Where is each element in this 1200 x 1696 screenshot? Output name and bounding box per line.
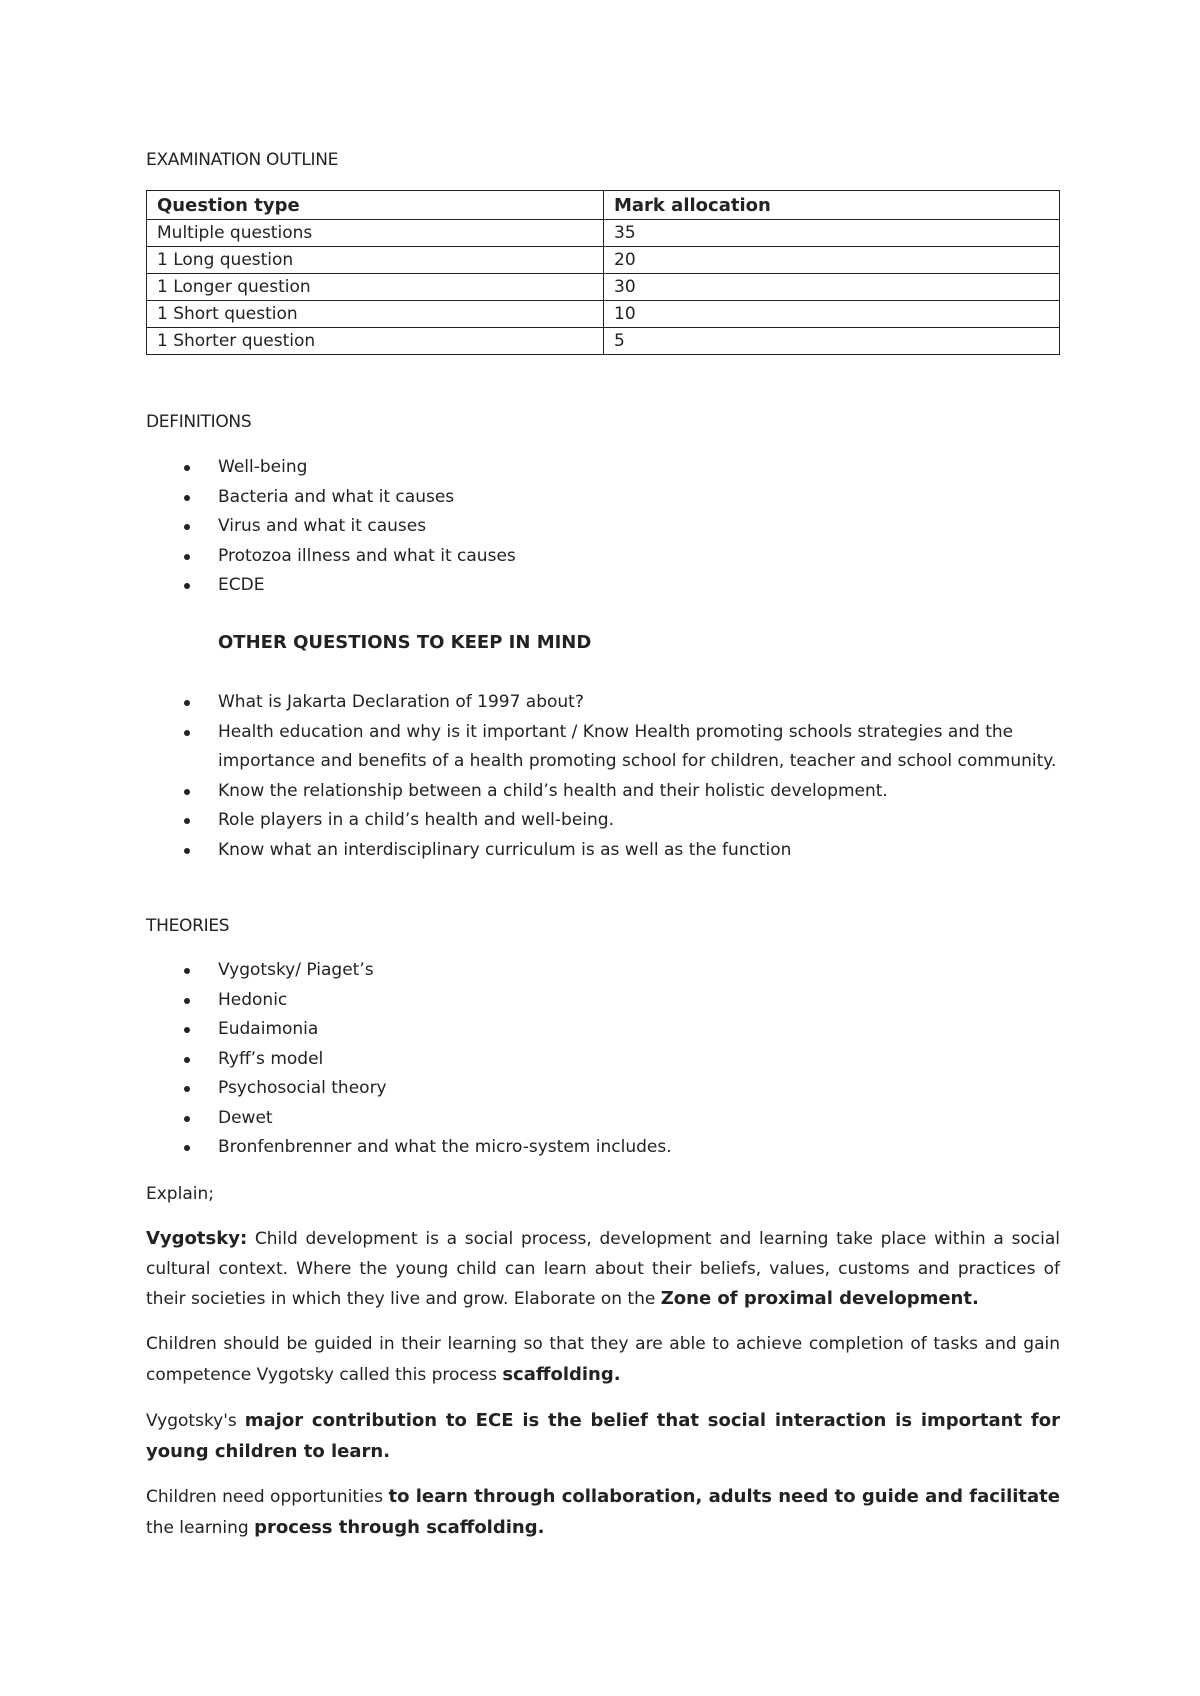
table-cell: 20 <box>604 247 1060 274</box>
table-row <box>147 301 1060 328</box>
definitions-list <box>146 453 1066 601</box>
bullet-icon <box>184 818 190 824</box>
bullet-icon <box>184 524 190 530</box>
list-item: Role players in a child’s health and well-being. <box>146 806 1066 836</box>
collaboration-paragraph: Children need opportunities to learn through collaboration, adults need to guide and facilitate the learning process through scaffolding. <box>146 1486 1060 1538</box>
table-cell: 1 Shorter question <box>147 328 604 355</box>
bullet-icon <box>184 730 190 736</box>
table-header-row <box>147 191 1060 220</box>
table-cell: 1 Longer question <box>147 274 604 301</box>
contribution-emphasis: major contribution to ECE is the belief that social interaction is important for young children to learn. <box>146 1410 1060 1462</box>
bullet-icon <box>184 465 190 471</box>
bullet-icon <box>184 1057 190 1063</box>
list-item: ECDE <box>146 571 1066 601</box>
list-item: What is Jakarta Declaration of 1997 about? <box>146 688 1066 718</box>
bullet-icon <box>184 1027 190 1033</box>
table-cell: 30 <box>604 274 1060 301</box>
vygotsky-term: Vygotsky: <box>146 1228 248 1249</box>
theories-list <box>146 956 1066 1163</box>
list-item: Health education and why is it important / Know Health promoting schools strategies and the importance and benefits of a health promoting school for children, teacher and school community. <box>146 718 1066 777</box>
list-item: Well-being <box>146 453 1066 483</box>
scaffolding-paragraph: Children should be guided in their learning so that they are able to achieve completion of tasks and gain competence Vygotsky called this process scaffolding. <box>146 1334 1060 1385</box>
bullet-icon <box>184 1086 190 1092</box>
process-emphasis: process through scaffolding <box>254 1516 538 1538</box>
bullet-icon <box>184 789 190 795</box>
scaffolding-emphasis: scaffolding <box>502 1363 614 1385</box>
table-cell: 35 <box>604 220 1060 247</box>
table-cell: 1 Short question <box>147 301 604 328</box>
list-item: Hedonic <box>146 986 1066 1016</box>
table-cell: Multiple questions <box>147 220 604 247</box>
table-cell: 5 <box>604 328 1060 355</box>
contribution-paragraph: Vygotsky's major contribution to ECE is the belief that social interaction is important for young children to learn. <box>146 1410 1060 1462</box>
table-header-question-type: Question type <box>147 191 604 220</box>
theories-heading: THEORIES <box>146 916 230 936</box>
table-row <box>147 274 1060 301</box>
exam-outline-heading: EXAMINATION OUTLINE <box>146 150 339 170</box>
collaboration-emphasis: to learn through collaboration, adults need to guide and facilitate <box>388 1486 1060 1507</box>
list-item: Protozoa illness and what it causes <box>146 542 1066 572</box>
bullet-icon <box>184 848 190 854</box>
list-item: Bronfenbrenner and what the micro-system includes. <box>146 1133 1066 1163</box>
table-row <box>147 328 1060 355</box>
definitions-heading: DEFINITIONS <box>146 412 252 432</box>
list-item: Bacteria and what it causes <box>146 483 1066 513</box>
zpd-emphasis: Zone of proximal development <box>660 1288 972 1309</box>
list-item: Eudaimonia <box>146 1015 1066 1045</box>
other-questions-heading: OTHER QUESTIONS TO KEEP IN MIND <box>218 632 592 653</box>
table-header-mark-allocation: Mark allocation <box>604 191 1060 220</box>
bullet-icon <box>184 1116 190 1122</box>
list-item: Virus and what it causes <box>146 512 1066 542</box>
table-row <box>147 247 1060 274</box>
table-cell: 10 <box>604 301 1060 328</box>
bullet-icon <box>184 998 190 1004</box>
list-item: Know the relationship between a child’s health and their holistic development. <box>146 777 1066 807</box>
bullet-icon <box>184 554 190 560</box>
list-item: Psychosocial theory <box>146 1074 1066 1104</box>
bullet-icon <box>184 1145 190 1151</box>
explain-label: Explain; <box>146 1184 214 1204</box>
list-item: Dewet <box>146 1104 1066 1134</box>
table-cell: 1 Long question <box>147 247 604 274</box>
other-questions-list <box>146 688 1066 865</box>
mark-allocation-table <box>146 190 1060 355</box>
bullet-icon <box>184 700 190 706</box>
list-item: Ryff’s model <box>146 1045 1066 1075</box>
vygotsky-paragraph: Vygotsky: Child development is a social process, development and learning take place within a social cultural context. Where the young child can learn about their beliefs, values, customs and practices of their societies in which they live and grow. Elaborate on the Zone of proximal development. <box>146 1228 1060 1309</box>
list-item: Vygotsky/ Piaget’s <box>146 956 1066 986</box>
bullet-icon <box>184 968 190 974</box>
bullet-icon <box>184 583 190 589</box>
table-row <box>147 220 1060 247</box>
bullet-icon <box>184 495 190 501</box>
list-item: Know what an interdisciplinary curriculum is as well as the function <box>146 836 1066 866</box>
